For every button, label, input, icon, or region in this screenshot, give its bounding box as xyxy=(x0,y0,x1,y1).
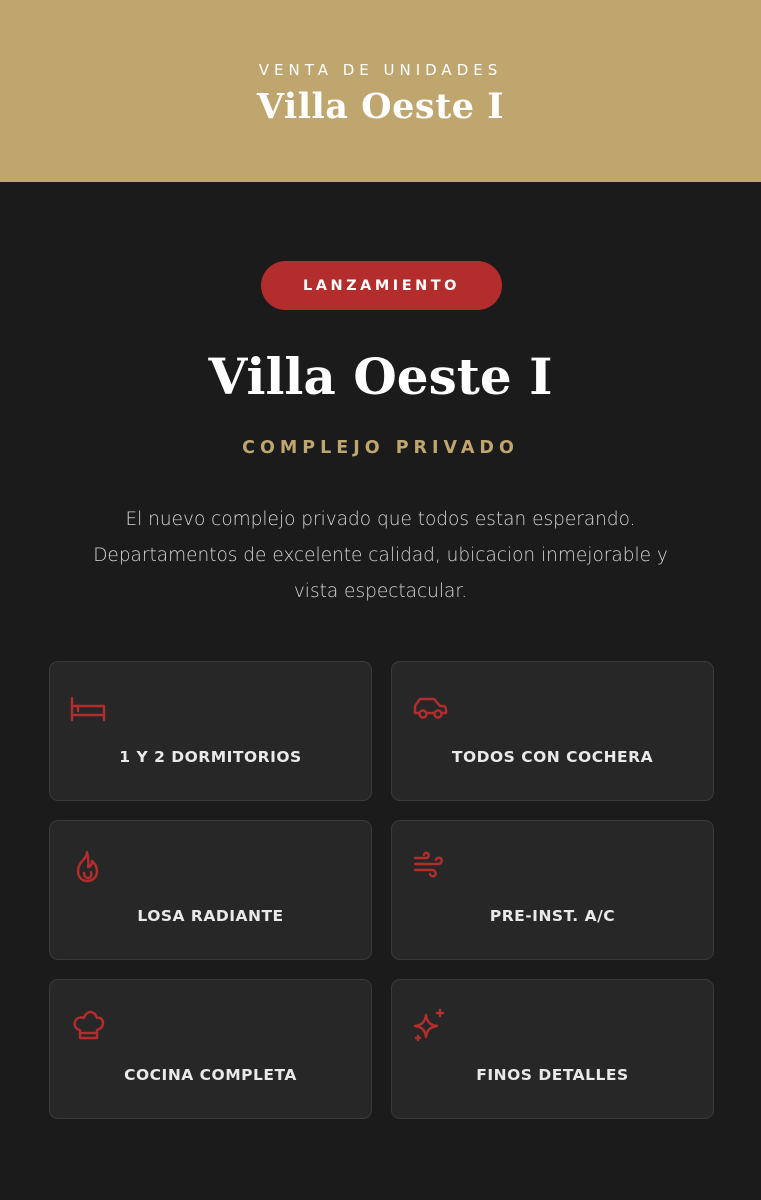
feature-label: COCINA COMPLETA xyxy=(124,1066,297,1084)
feature-label: LOSA RADIANTE xyxy=(137,907,284,925)
feature-card-garage xyxy=(391,661,714,801)
launch-badge: LANZAMIENTO xyxy=(261,261,502,310)
flame-icon xyxy=(70,849,106,885)
bed-icon xyxy=(70,690,106,726)
feature-label: FINOS DETALLES xyxy=(476,1066,629,1084)
sparkles-icon xyxy=(412,1008,448,1044)
top-banner xyxy=(0,0,761,182)
description-line: vista espectacular. xyxy=(293,581,468,602)
feature-card-kitchen xyxy=(49,979,372,1119)
page-title: Villa Oeste I xyxy=(208,347,553,406)
banner-title: Villa Oeste I xyxy=(256,86,505,127)
chef-hat-icon xyxy=(70,1008,106,1044)
banner-eyebrow: VENTA DE UNIDADES xyxy=(258,61,503,79)
description-line: El nuevo complejo privado que todos estan esperando. xyxy=(125,509,636,530)
feature-card-details xyxy=(391,979,714,1119)
feature-label: PRE-INST. A/C xyxy=(489,907,616,925)
feature-label: TODOS CON COCHERA xyxy=(451,748,654,766)
feature-card-ac xyxy=(391,820,714,960)
feature-label: 1 Y 2 DORMITORIOS xyxy=(119,748,302,766)
hero-section xyxy=(0,182,761,1200)
wind-icon xyxy=(412,849,448,885)
feature-card-heating xyxy=(49,820,372,960)
car-icon xyxy=(412,690,448,726)
description-line: Departamentos de excelente calidad, ubicacion inmejorable y xyxy=(93,545,668,566)
description xyxy=(40,502,721,610)
page-subtitle: COMPLEJO PRIVADO xyxy=(242,438,519,458)
feature-card-bedrooms xyxy=(49,661,372,801)
